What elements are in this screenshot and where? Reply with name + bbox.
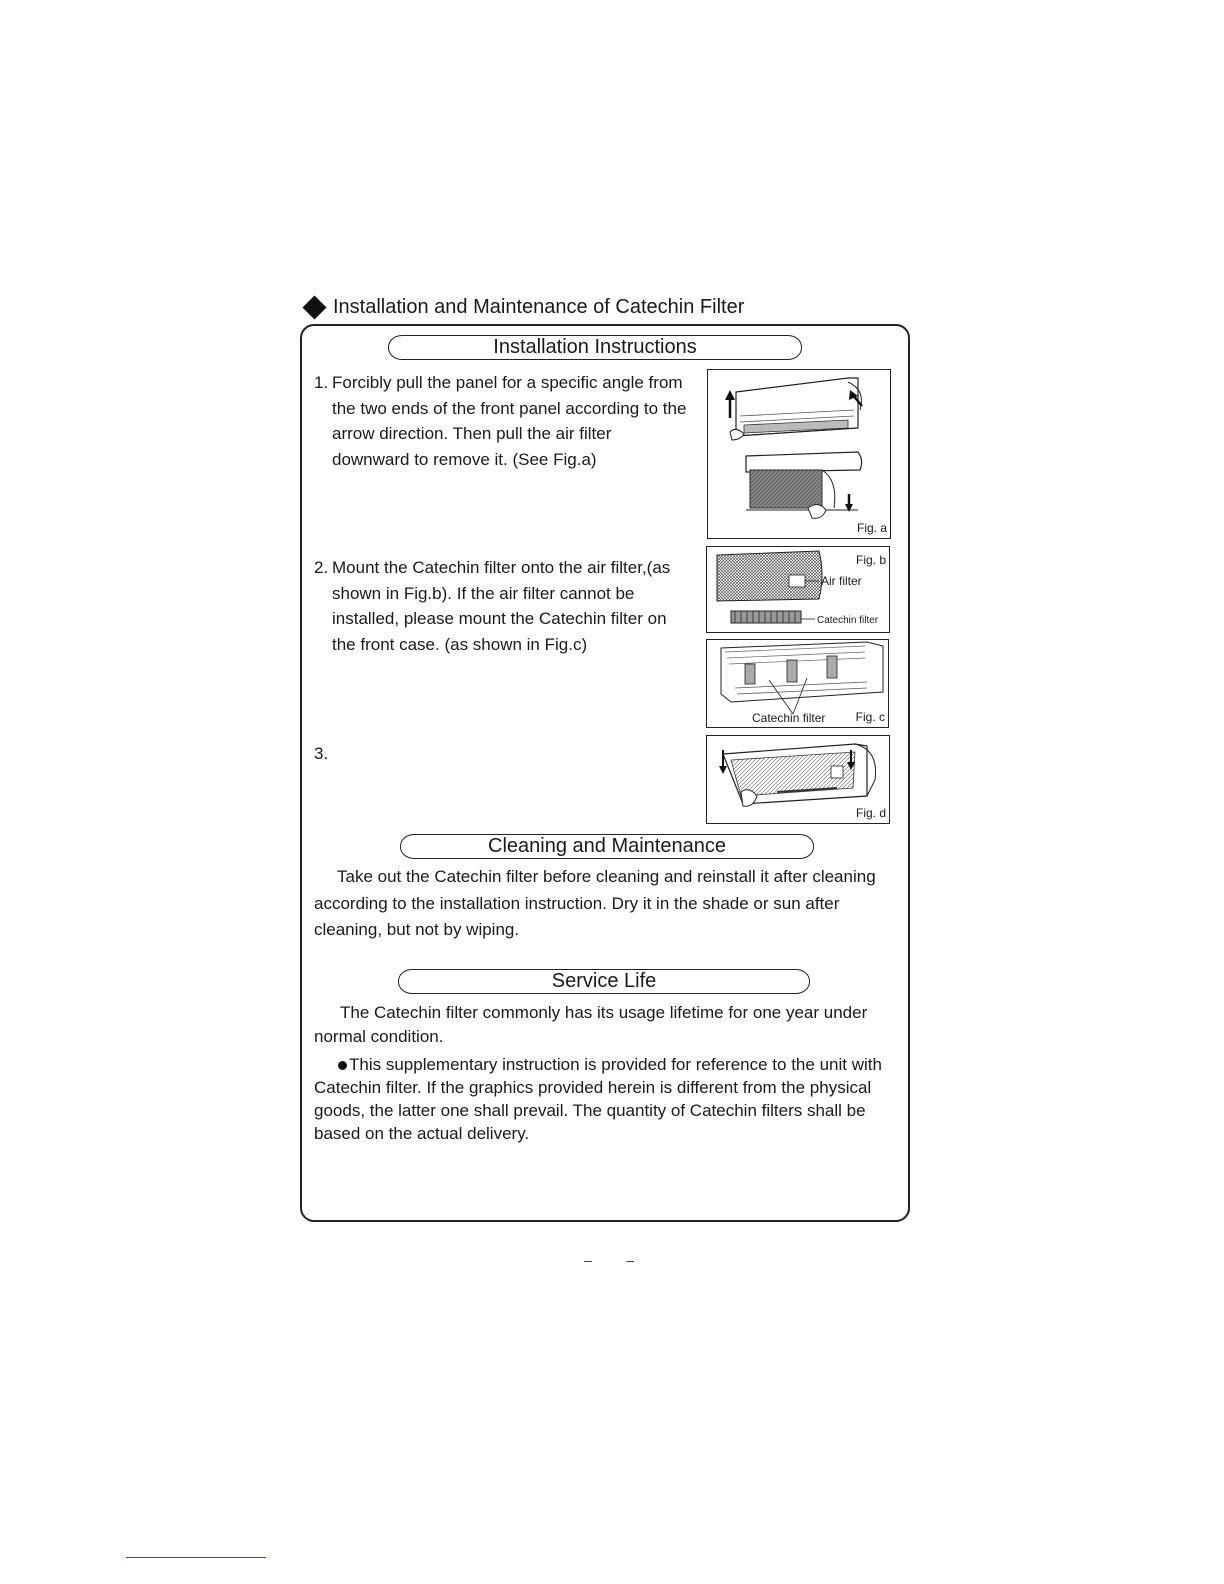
fig-c-caption: Fig. c [855,710,885,724]
diamond-bullet-icon [302,295,326,319]
cleaning-heading-text: Cleaning and Maintenance [488,835,726,857]
figure-b [706,546,890,633]
fig-b-caption: Fig. b [855,553,886,567]
step-1-number: 1. [314,373,329,392]
service-heading-text: Service Life [551,970,657,992]
fig-b-air-filter-label: Air filter [821,574,862,588]
page-mark-left: – [584,1252,592,1268]
figure-d [706,735,890,824]
cleaning-text: Take out the Catechin filter before cleaning and reinstall it after cleaning according to the installation instruction. Dry it in the shade or sun after cleaning, but not by wiping. [314,867,876,939]
step-1-text: Forcibly pull the panel for a specific angle from the two ends of the front panel according to the arrow direction. Then pull the air filter downward to remove it. (See Fig.a) [332,373,687,469]
fig-c-catechin-label: Catechin filter [752,711,826,725]
section-title-text: Installation and Maintenance of Catechin Filter [333,296,745,318]
figure-a [707,369,891,539]
cleaning-heading [400,834,814,859]
bullet-dot-icon [338,1061,347,1070]
fig-d-caption: Fig. d [855,806,886,820]
fig-b-catechin-label: Catechin filter [817,615,879,626]
fig-a-caption: Fig. a [856,521,887,535]
ac-unit-panel-open-illustration [708,370,889,537]
supplementary-note [314,1053,906,1145]
supplementary-note-text: This supplementary instruction is provided for reference to the unit with Catechin filter. If the graphics provided herein is different from the physical goods, the latter one shall prevail. The quantity of Catechin filters shall be based on the actual delivery. [314,1055,882,1143]
step-1 [314,370,690,472]
step-2-text: Mount the Catechin filter onto the air filter,(as shown in Fig.b). If the air filter cannot be installed, please mount the Catechin filter on the front case. (as shown in Fig.c) [332,558,671,654]
service-heading [398,969,810,994]
footer-rule [126,1557,266,1558]
page-mark-right: – [626,1252,634,1268]
installation-heading-text: Installation Instructions [493,336,697,358]
step-3-number: 3. [314,744,329,763]
step-3 [314,741,692,767]
service-text: The Catechin filter commonly has its usage lifetime for one year under normal condition. [314,1003,868,1046]
page-number-marks [584,1252,634,1268]
figure-c [706,639,889,728]
installation-heading [388,335,802,360]
step-2 [314,555,692,657]
step-2-number: 2. [314,558,329,577]
section-title [300,296,744,319]
